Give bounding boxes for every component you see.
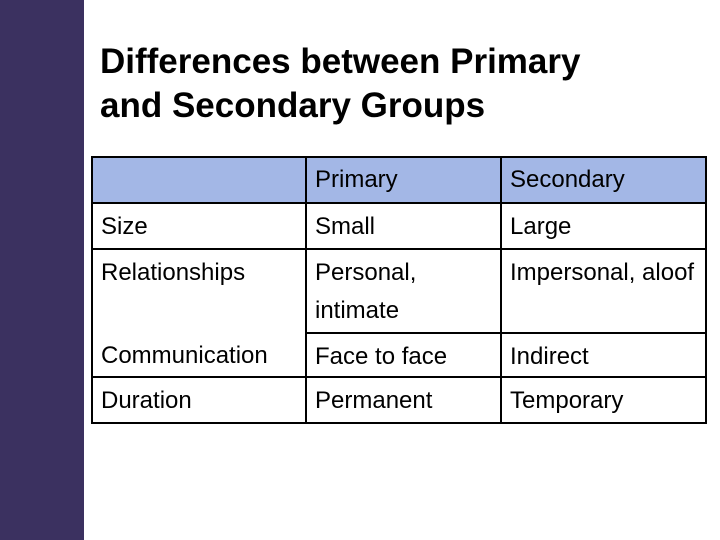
table-header-empty xyxy=(92,157,306,203)
row-label-communication: Communication xyxy=(92,333,306,377)
table-row xyxy=(92,377,706,423)
cell-relationships-primary: Personal, intimate xyxy=(306,249,501,333)
slide-title-line-2: and Secondary Groups xyxy=(100,86,486,125)
cell-size-primary: Small xyxy=(306,203,501,249)
slide-title-line-1: Differences between Primary xyxy=(100,42,581,81)
table-row xyxy=(92,203,706,249)
slide-title xyxy=(100,40,700,128)
table-header-secondary: Secondary xyxy=(501,157,706,203)
cell-relationships-secondary: Impersonal, aloof xyxy=(501,249,706,333)
table-header-row xyxy=(92,157,706,203)
table-header-primary: Primary xyxy=(306,157,501,203)
table-row xyxy=(92,333,706,377)
cell-size-secondary: Large xyxy=(501,203,706,249)
row-label-duration: Duration xyxy=(92,377,306,423)
row-label-relationships: Relationships xyxy=(92,249,306,333)
cell-communication-primary: Face to face xyxy=(306,333,501,377)
comparison-table xyxy=(91,156,707,424)
row-label-size: Size xyxy=(92,203,306,249)
cell-duration-primary: Permanent xyxy=(306,377,501,423)
sidebar-accent-bar xyxy=(0,0,84,540)
cell-communication-secondary: Indirect xyxy=(501,333,706,377)
cell-duration-secondary: Temporary xyxy=(501,377,706,423)
table-row xyxy=(92,249,706,333)
